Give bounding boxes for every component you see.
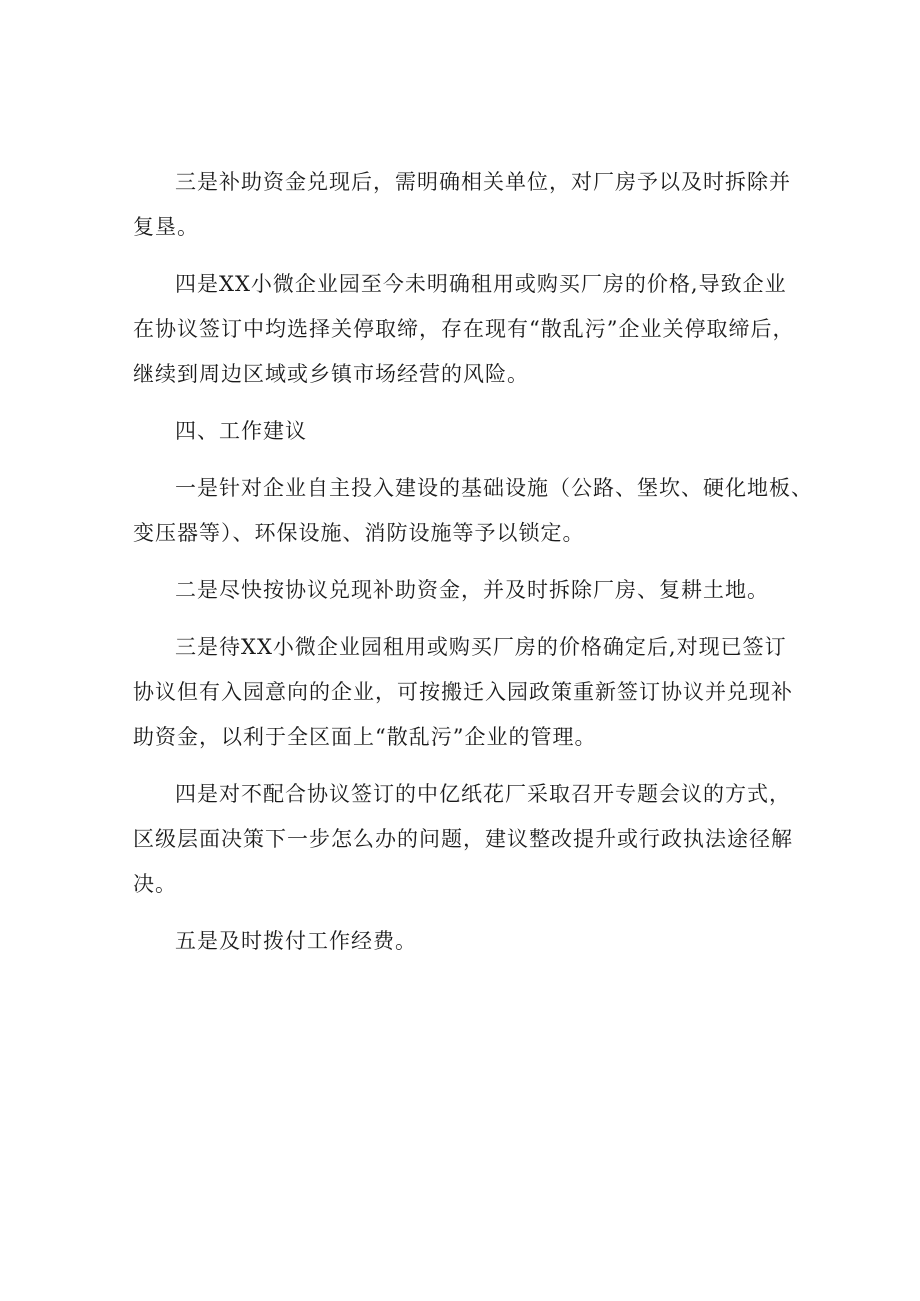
text-line: 四是XX小微企业园至今未明确租用或购买厂房的价格,导致企业 [175,272,787,296]
text-line: 三是待XX小微企业园租用或购买厂房的价格确定后,对现已签订 [175,635,787,659]
section-heading-work-suggestions [133,409,813,454]
text-line: 五是及时拨付工作经费。 [175,929,417,953]
text-line: 三是补助资金兑现后，需明确相关单位，对厂房予以及时拆除并 [175,170,791,194]
paragraph-suggestion-1 [133,466,813,556]
text-line: 区级层面决策下一步怎么办的问题，建议整改提升或行政执法途径解 [133,827,793,851]
document-body [133,160,813,976]
text-line: 复垦。 [133,215,199,239]
paragraph-suggestion-5 [133,919,813,964]
text-line: 在协议签订中均选择关停取缔，存在现有“散乱污”企业关停取缔后， [133,317,795,341]
paragraph-suggestion-4 [133,772,813,907]
paragraph-suggestion-3 [133,625,813,760]
paragraph-park-price [133,262,813,397]
text-line: 助资金，以利于全区面上“散乱污”企业的管理。 [133,725,597,749]
text-line: 变压器等）、环保设施、消防设施等予以锁定。 [133,521,585,545]
text-line: 二是尽快按协议兑现补助资金，并及时拆除厂房、复耕土地。 [175,578,769,602]
text-line: 继续到周边区域或乡镇市场经营的风险。 [133,362,529,386]
text-line: 一是针对企业自主投入建设的基础设施（公路、堡坎、硬化地板、 [175,476,813,500]
paragraph-fund-redemption [133,160,813,250]
text-line: 四是对不配合协议签订的中亿纸花厂采取召开专题会议的方式， [175,782,791,806]
section-heading: 四、工作建议 [175,419,307,443]
paragraph-suggestion-2 [133,568,813,613]
text-line: 决。 [133,872,177,896]
text-line: 协议但有入园意向的企业，可按搬迁入园政策重新签订协议并兑现补 [133,680,793,704]
